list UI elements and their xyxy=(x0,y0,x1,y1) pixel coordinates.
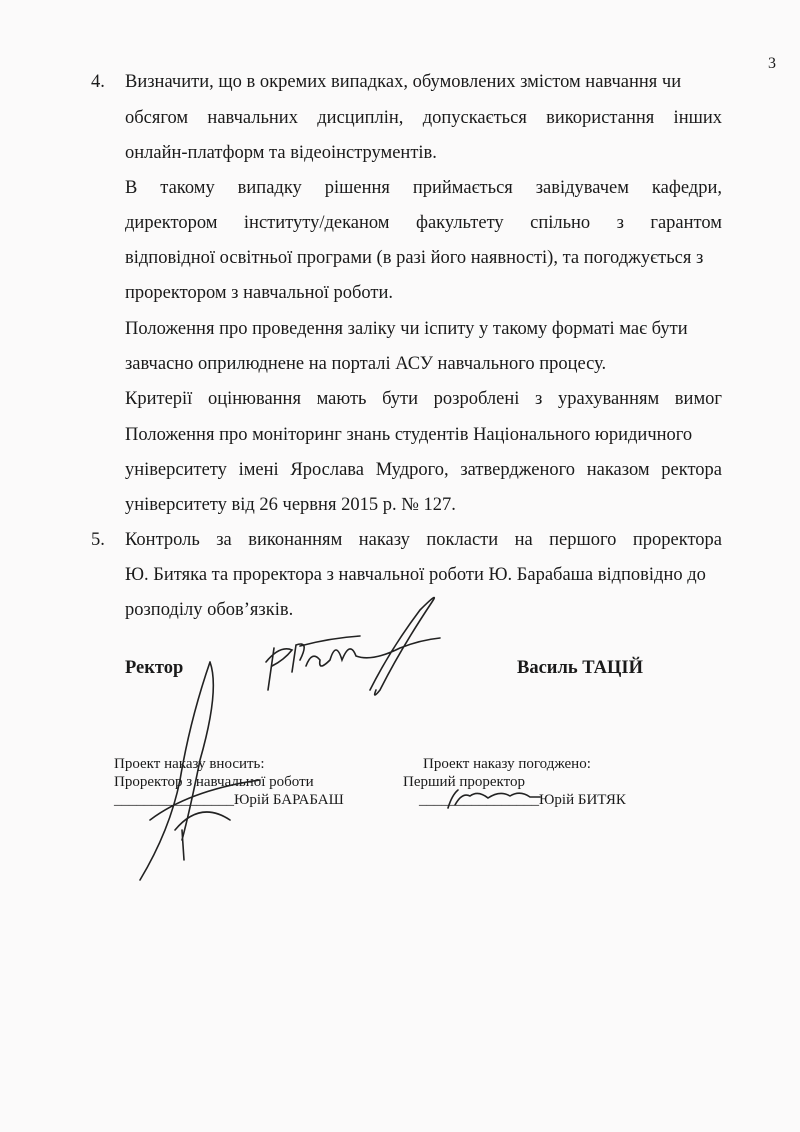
item4-p2-line3: відповідної освітньої програми (в разі його наявності), та погоджується з xyxy=(125,248,704,268)
approved-heading: Проект наказу погоджено: xyxy=(423,756,591,772)
approved-signature-row xyxy=(419,792,626,809)
submitted-signature-row xyxy=(114,792,344,809)
item-number-4: 4. xyxy=(91,72,105,92)
submitted-position: Проректор з навчальної роботи xyxy=(114,774,314,790)
item4-p4-line3: університету імені Ярослава Мудрого, затвердженого наказом ректора xyxy=(125,460,722,480)
item4-p4-line1: Критерії оцінювання мають бути розроблені з урахуванням вимог xyxy=(125,389,722,409)
item4-p2-line2: директором інституту/деканом факультету спільно з гарантом xyxy=(125,213,722,233)
item4-p4-line2: Положення про моніторинг знань студентів Національного юридичного xyxy=(125,425,693,445)
item4-p3-line2: завчасно оприлюднене на порталі АСУ навчального процесу. xyxy=(125,354,607,374)
submitted-heading: Проект наказу вносить: xyxy=(114,756,265,772)
approved-name: Юрій БИТЯК xyxy=(539,792,626,808)
item4-p2-line1: В такому випадку рішення приймається завідувачем кафедри, xyxy=(125,178,722,198)
approved-position: Перший проректор xyxy=(403,774,525,790)
submitted-signature-line: ________________ xyxy=(114,792,234,808)
rector-name: Василь ТАЦІЙ xyxy=(517,658,644,678)
item5-line3: розподілу обов’язків. xyxy=(125,600,294,620)
submitted-name: Юрій БАРАБАШ xyxy=(234,792,344,808)
item-number-5: 5. xyxy=(91,530,105,550)
item4-p2-line4: проректором з навчальної роботи. xyxy=(125,283,394,303)
item4-p3-line1: Положення про проведення заліку чи іспиту у такому форматі має бути xyxy=(125,319,688,339)
item4-p1-line2: обсягом навчальних дисциплін, допускається використання інших xyxy=(125,108,722,128)
item4-p4-line4: університету від 26 червня 2015 р. № 127. xyxy=(125,495,456,515)
item5-line1: Контроль за виконанням наказу покласти на першого проректора xyxy=(125,530,722,550)
item5-line2: Ю. Битяка та проректора з навчальної роботи Ю. Барабаша відповідно до xyxy=(125,565,706,585)
rector-title: Ректор xyxy=(125,658,184,678)
item4-p1-line3: онлайн-платформ та відеоінструментів. xyxy=(125,143,437,163)
approved-signature-line: ________________ xyxy=(419,792,539,808)
page-number: 3 xyxy=(768,55,776,72)
item4-p1-line1: Визначити, що в окремих випадках, обумовлених змістом навчання чи xyxy=(125,72,682,92)
